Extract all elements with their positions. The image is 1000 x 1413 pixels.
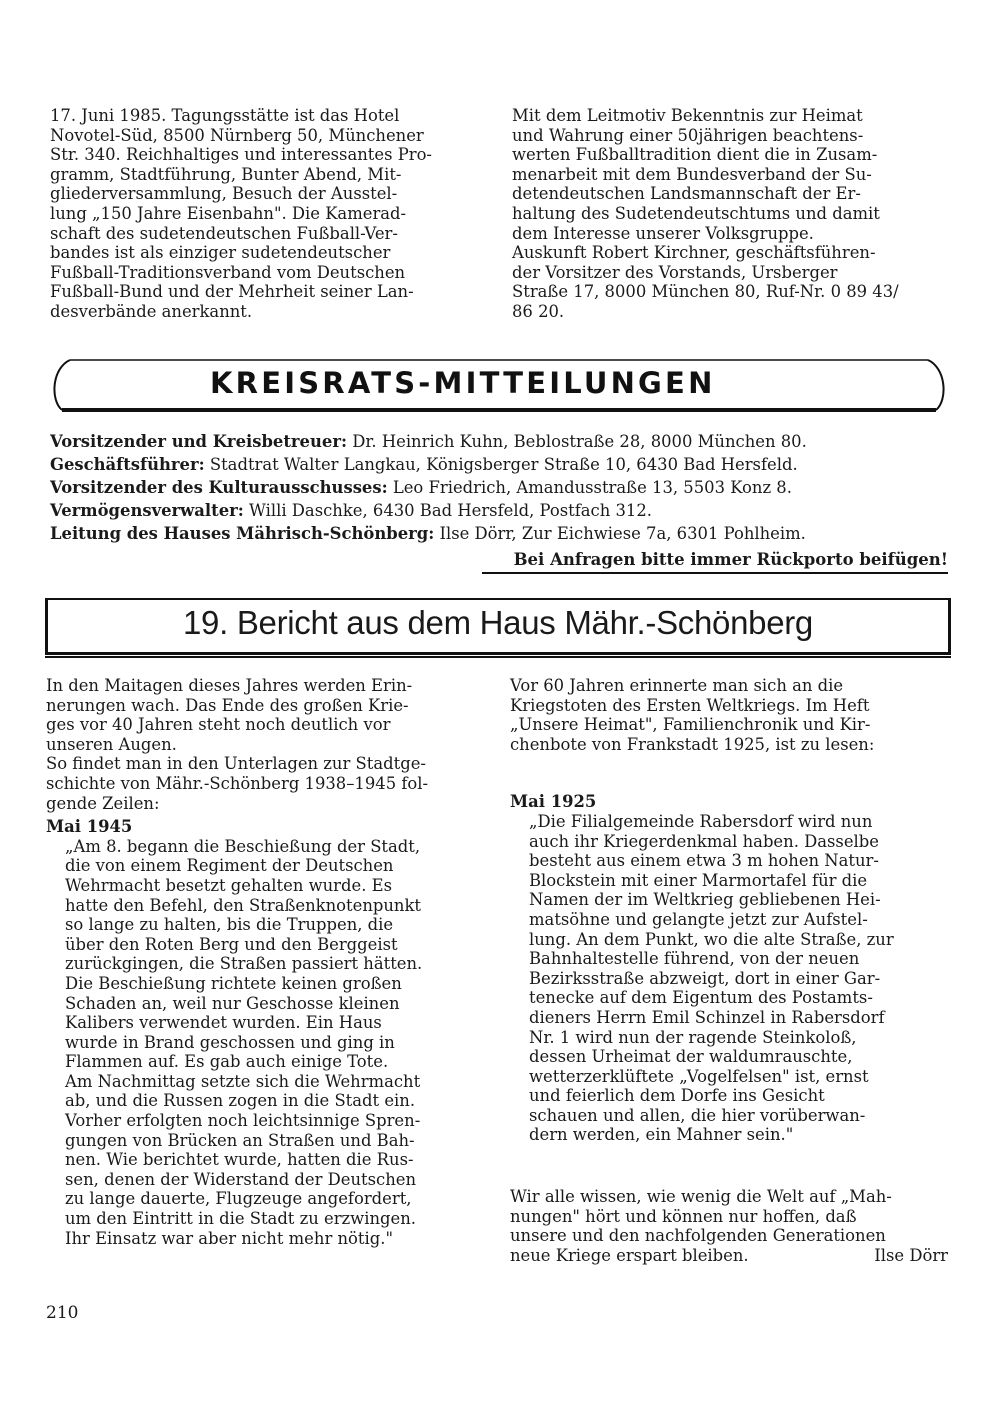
row-label: Vorsitzender und Kreisbetreuer: [50,432,348,451]
top-right-column [512,106,952,322]
kreisrat-row-manager [50,455,955,474]
kreisrat-row-chair [50,432,955,451]
page-number: 210 [46,1303,79,1323]
top-left-column [50,106,492,322]
kreisrat-row-house [50,524,955,543]
row-value: Willi Daschke, 6430 Bad Hersfeld, Postfach 312. [243,501,653,520]
report-right-heading: Mai 1925 [510,792,597,812]
top-left-text: 17. Juni 1985. Tagungsstätte ist das Hotel Novotel-Süd, 8500 Nürnberg 50, Münchener Str. 340. Reichhaltiges und interessantes Pro- gramm, Stadtführung, Bunter Abend, Mit- gliederversammlung, Besuch der Ausstel- lung „150 Jahre Eisenbahn". Die Kamerad- schaft des sudetendeutschen Fußball-Ver- bandes ist als einziger sudetendeutscher Fußball-Traditionsverband vom Deutschen Fußball-Bund und der Mehrheit seiner Lan- desverbände anerkannt. [50,106,432,321]
row-label: Geschäftsführer: [50,455,205,474]
report-title: 19. Bericht aus dem Haus Mähr.-Schönberg [182,604,813,641]
report-right-intro: Vor 60 Jahren erinnerte man sich an die Kriegstoten des Ersten Weltkriegs. Im Heft „Unsere Heimat", Familienchronik und Kir- chenbote von Frankstadt 1925, ist zu lesen: [510,676,875,754]
report-right-column [510,676,948,1265]
return-postage-hint: Bei Anfragen bitte immer Rückporto beifügen! [482,550,948,574]
report-title-underline [45,656,951,658]
row-label: Vorsitzender des Kulturausschusses: [50,478,388,497]
report-right-outro: Wir alle wissen, wie wenig die Welt auf „Mah- nungen" hört und können nur hoffen, daß unsere und den nachfolgenden Generationen neue Kriege erspart bleiben. [510,1187,892,1265]
row-label: Vermögensverwalter: [50,501,244,520]
row-label: Leitung des Hauses Mährisch-Schönberg: [50,524,435,543]
report-left-intro: In den Maitagen dieses Jahres werden Erin- nerungen wach. Das Ende des großen Krie- ges vor 40 Jahren steht noch deutlich vor unseren Augen. So findet man in den Unterlagen zur Stadtge- schichte von Mähr.-Schönberg 1938–1945 fol- gende Zeilen: [46,676,429,813]
top-right-text: Mit dem Leitmotiv Bekenntnis zur Heimat und Wahrung einer 50jährigen beachtens- werten Fußballtradition dient die in Zusam- menarbeit mit dem Bundesverband der Su- detendeutschen Landsmannschaft der Er- haltung des Sudetendeutschtums und damit dem Interesse unserer Volksgruppe. Auskunft Robert Kirchner, geschäftsführen- der Vorsitzer des Vorstands, Ursberger Straße 17, 8000 München 80, Ruf-Nr. 0 89 43/ 86 20. [512,106,899,321]
row-value: Stadtrat Walter Langkau, Königsberger Straße 10, 6430 Bad Hersfeld. [204,455,798,474]
row-value: Ilse Dörr, Zur Eichwiese 7a, 6301 Pohlheim. [434,524,806,543]
report-author: Ilse Dörr [874,1245,948,1265]
report-left-quote: „Am 8. begann die Beschießung der Stadt, die von einem Regiment der Deutschen Wehrmacht besetzt gehalten wurde. Es hatte den Befehl, den Straßenknotenpunkt so lange zu halten, bis die Truppen, die über den Roten Berg und den Berggeist zurückgingen, die Straßen passiert hätten. Die Beschießung richtete keinen großen Schaden an, weil nur Geschosse kleinen Kalibers verwendet wurden. Ein Haus wurde in Brand geschossen und ging in Flammen auf. Es gab auch einige Tote. Am Nachmittag setzte sich die Wehrmacht ab, und die Russen zogen in die Stadt ein. Vorher erfolgten noch leichtsinnige Spren- gungen von Brücken an Straßen und Bah- nen. Wie berichtet wurde, hatten die Rus- sen, denen der Widerstand der Deutschen zu lange dauerte, Flugzeuge angefordert, um den Eintritt in die Stadt zu erzwingen. Ihr Einsatz war aber nicht mehr nötig." [65,836,423,1248]
report-right-quote: „Die Filialgemeinde Rabersdorf wird nun auch ihr Kriegerdenkmal haben. Dasselbe besteht aus einem etwa 3 m hohen Natur- Blockstein mit einer Marmortafel für die Namen der im Weltkrieg gebliebenen Hei- matsöhne und gelangte jetzt zur Aufstel- lung. An dem Punkt, wo die alte Straße, zur Bahnhaltestelle führend, von der neuen Bezirksstraße abzweigt, dort in einer Gar- tenecke auf dem Eigentum des Postamts- dieners Herrn Emil Schinzel in Rabersdorf Nr. 1 wird nun der ragende Steinkoloß, dessen Urheimat der waldumrauschte, wetterzerklüftete „Vogelfelsen" ist, ernst und feierlich dem Dorfe ins Gesicht schauen und allen, die hier vorüberwan- dern werden, ein Mahner sein." [529,811,894,1145]
kreisrat-title: KREISRATS-MITTEILUNGEN [210,366,716,400]
report-left-column [46,676,486,1248]
kreisrat-row-culture [50,478,955,497]
kreisrat-row-assets [50,501,955,520]
row-value: Dr. Heinrich Kuhn, Beblostraße 28, 8000 München 80. [347,432,807,451]
row-value: Leo Friedrich, Amandusstraße 13, 5503 Konz 8. [387,478,792,497]
report-left-heading: Mai 1945 [46,817,133,837]
